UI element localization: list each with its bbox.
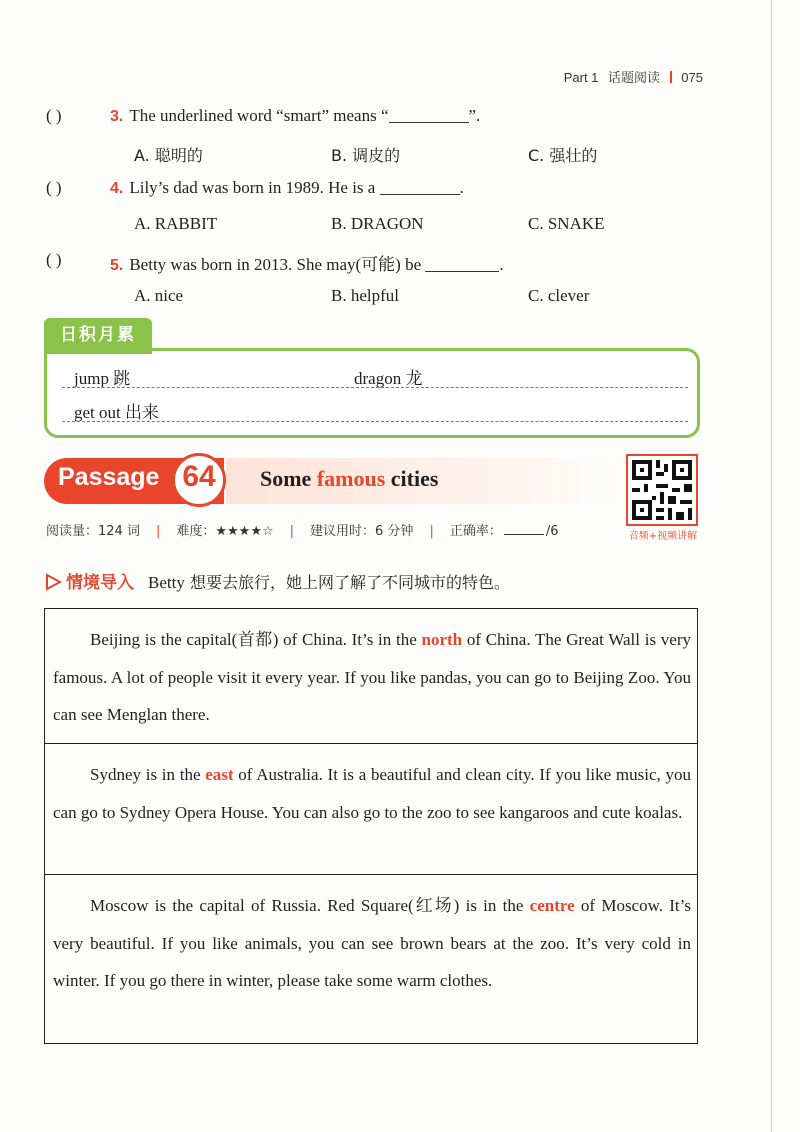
answer-paren-5[interactable]: ( ) — [46, 250, 62, 269]
context-intro — [44, 568, 510, 593]
keyword-highlight: north — [421, 630, 463, 649]
vocab-dashed-line — [62, 387, 688, 388]
info-separator: | — [155, 524, 161, 539]
question-text: The underlined word “smart” means “ — [129, 106, 389, 125]
answer-blank[interactable] — [389, 108, 469, 123]
suggested-time: 建议用时：6 分钟 — [310, 524, 414, 539]
header-part: Part 1 — [563, 70, 599, 85]
vocab-dashed-line — [62, 421, 688, 422]
question-4 — [110, 178, 464, 198]
question-number: 3. — [110, 108, 124, 125]
page-header — [564, 67, 703, 86]
option-b[interactable]: B. 调皮的 — [331, 146, 401, 165]
info-separator: | — [429, 524, 434, 539]
option-a[interactable]: A. 聪明的 — [134, 146, 203, 165]
accuracy-blank[interactable] — [504, 522, 544, 535]
qr-caption: 音频+视频讲解 — [628, 531, 698, 542]
keyword-highlight: centre — [529, 896, 575, 915]
vocab-item: get out 出来 — [74, 403, 159, 422]
question-text: Betty was born in 2013. She may(可能) be — [129, 255, 422, 274]
difficulty-label: 难度： — [176, 524, 216, 539]
vocab-title: 日积月累 — [44, 318, 152, 354]
paragraph-text: of Australia. It is a beautiful and clean city. If you like music, you can go to Sydney Opera House. You can also go to the zoo to see kangaroos and cute koalas. — [53, 765, 691, 822]
answer-paren-3[interactable]: ( ) — [46, 106, 62, 125]
paragraph-text: of China. The Great Wall is very famous. A lot of people visit it every year. If you like pandas, you can go to Beijing Zoo. You can see Menglan there. — [53, 630, 691, 724]
paragraph-text: Sydney is in the — [90, 765, 206, 784]
question-text-end: ”. — [468, 106, 481, 125]
page-edge — [771, 0, 772, 1132]
question-number: 5. — [110, 257, 124, 274]
intro-text-cn: 想要去旅行，她上网了解了不同城市的特色。 — [189, 573, 510, 592]
page-number: 075 — [681, 70, 703, 85]
reading-info — [46, 520, 559, 539]
difficulty-stars: ★★★★☆ — [215, 524, 274, 539]
option-c[interactable]: C. clever — [528, 286, 590, 305]
title-word: Some — [260, 466, 312, 491]
passage-number: 64 — [182, 460, 216, 493]
paragraph-text: Moscow is the capital of Russia. Red Square(红场) is in the — [90, 896, 530, 915]
vocab-box — [44, 348, 700, 438]
paragraph-beijing — [45, 609, 697, 743]
keyword-highlight: east — [205, 765, 234, 784]
answer-paren-4[interactable]: ( ) — [46, 178, 62, 197]
intro-text-en: Betty — [148, 573, 185, 592]
qr-code-icon[interactable] — [626, 454, 698, 526]
option-c[interactable]: C. SNAKE — [528, 214, 605, 233]
title-accent-word: famous — [316, 466, 386, 491]
option-b[interactable]: B. helpful — [331, 286, 399, 305]
paragraph-moscow — [45, 874, 697, 1043]
question-5 — [110, 250, 504, 275]
option-a[interactable]: A. nice — [134, 286, 184, 305]
accuracy-label: 正确率： — [449, 524, 502, 539]
question-text-end: . — [499, 255, 504, 274]
option-a[interactable]: A. RABBIT — [134, 214, 218, 233]
header-section: 话题阅读 — [608, 71, 661, 86]
passage-label: Passage — [58, 463, 160, 491]
paragraph-text: of Moscow. It’s very beautiful. If you like animals, you can see brown bears at the zoo. It’s very cold in winter. If you go there in winter, please take some warm clothes. — [53, 896, 691, 990]
accuracy-total: /6 — [545, 524, 559, 539]
intro-text — [148, 573, 510, 592]
paragraph-text: Beijing is the capital(首都) of China. It’s in the — [90, 630, 422, 649]
question-number: 4. — [110, 180, 124, 197]
answer-blank[interactable] — [425, 257, 499, 272]
option-b[interactable]: B. DRAGON — [331, 214, 424, 233]
info-separator: | — [289, 524, 295, 539]
question-text: Lily’s dad was born in 1989. He is a — [129, 178, 376, 197]
passage-table — [44, 608, 698, 1044]
title-word: cities — [390, 466, 439, 491]
option-c[interactable]: C. 强壮的 — [528, 146, 598, 165]
vocab-item: jump 跳 — [74, 369, 131, 388]
word-count: 阅读量：124 词 — [46, 524, 140, 539]
passage-title — [260, 466, 438, 492]
intro-tag: 情境导入 — [66, 573, 134, 593]
answer-blank[interactable] — [380, 180, 460, 195]
question-text-end: . — [459, 178, 464, 197]
paragraph-sydney — [45, 743, 697, 874]
question-3 — [110, 106, 480, 126]
header-divider — [670, 71, 672, 83]
play-triangle-icon — [44, 573, 62, 591]
vocab-item: dragon 龙 — [354, 369, 423, 388]
